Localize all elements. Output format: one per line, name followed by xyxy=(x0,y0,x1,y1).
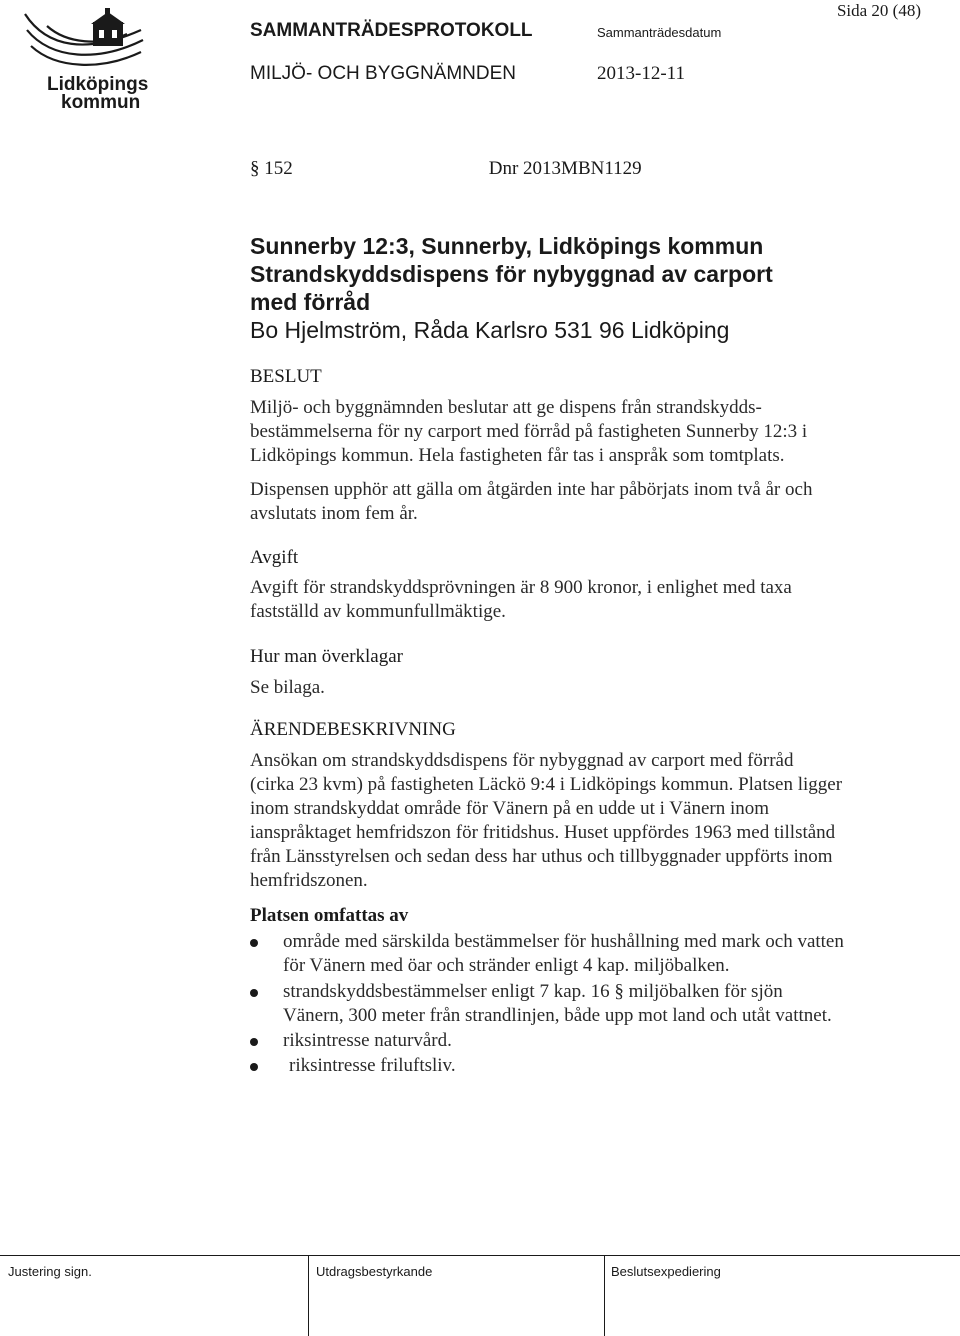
appeal-text: Se bilaga. xyxy=(250,677,325,698)
bullet-icon xyxy=(250,939,258,947)
fee-paragraph xyxy=(250,576,792,624)
section-symbol: § xyxy=(250,158,260,179)
text-line: Lidköpings kommun. Hela fastigheten får tas i anspråk som tomtplats. xyxy=(250,445,785,466)
text-line: Vänern, 300 meter från strandlinjen, både upp mot land och utåt vattnet. xyxy=(283,1005,832,1026)
text-line: ianspråktaget hemfridszon för fritidshus. Huset uppfördes 1963 med tillstånd xyxy=(250,822,836,843)
headline-line: med förråd xyxy=(250,289,371,315)
meeting-date-label: Sammanträdesdatum xyxy=(597,25,722,40)
committee-name: MILJÖ- OCH BYGGNÄMNDEN xyxy=(250,63,517,84)
text-line: bestämmelserna för ny carport med förråd på fastigheten Sunnerby 12:3 i xyxy=(250,421,808,442)
reference-number: Dnr 2013MBN1129 xyxy=(488,158,642,179)
list-item xyxy=(289,1054,456,1078)
list-item xyxy=(283,1029,452,1053)
text-line: Avgift för strandskyddsprövningen är 8 900 kronor, i enlighet med taxa xyxy=(250,577,792,598)
bullet-icon xyxy=(250,1063,258,1071)
text-line: Dispensen upphör att gälla om åtgärden inte har påbörjats inom två år och xyxy=(250,479,813,500)
footer-column-divider xyxy=(604,1255,605,1336)
text-line: fastställd av kommunfullmäktige. xyxy=(250,601,506,622)
footer-extract-certification: Utdragsbestyrkande xyxy=(316,1264,433,1279)
decision-validity-paragraph xyxy=(250,478,812,526)
text-line: riksintresse friluftsliv. xyxy=(289,1055,456,1076)
text-line: från Länsstyrelsen och sedan dess har uthus och tillbyggnader uppförts inom xyxy=(250,846,833,867)
applicant-address: Bo Hjelmström, Råda Karlsro 531 96 Lidköping xyxy=(250,317,730,343)
text-line: område med särskilda bestämmelser för hushållning med mark och vatten xyxy=(283,931,844,952)
text-line: Ansökan om strandskyddsdispens för nybyggnad av carport med förråd xyxy=(250,750,794,771)
case-description-paragraph xyxy=(250,749,842,893)
text-line: strandskyddsbestämmelser enligt 7 kap. 16 § miljöbalken för sjön xyxy=(283,981,783,1002)
logo-line-1: Lidköpings xyxy=(47,74,149,95)
text-line: (cirka 23 kvm) på fastigheten Läckö 9:4 i Lidköpings kommun. Platsen ligger xyxy=(250,774,843,795)
list-item xyxy=(283,930,844,978)
bullet-icon xyxy=(250,1038,258,1046)
text-line: för Vänern med öar och stränder enligt 4 kap. miljöbalken. xyxy=(283,955,730,976)
headline-line: Strandskyddsdispens för nybyggnad av carport xyxy=(250,261,773,287)
footer-decision-dispatch: Beslutsexpediering xyxy=(611,1264,721,1279)
section-number: 152 xyxy=(264,158,293,179)
text-line: riksintresse naturvård. xyxy=(283,1030,452,1051)
decision-paragraph xyxy=(250,396,807,468)
fee-heading: Avgift xyxy=(250,547,299,568)
text-line: hemfridszonen. xyxy=(250,870,368,891)
section-line xyxy=(250,158,642,180)
logo-line-2: kommun xyxy=(61,92,141,112)
case-headline xyxy=(250,232,773,316)
appeal-heading: Hur man överklagar xyxy=(250,646,403,667)
scope-heading: Platsen omfattas av xyxy=(250,905,409,926)
bullet-icon xyxy=(250,989,258,997)
text-line: Miljö- och byggnämnden beslutar att ge dispens från strandskydds- xyxy=(250,397,762,418)
protocol-title: SAMMANTRÄDESPROTOKOLL xyxy=(250,20,533,41)
decision-heading: BESLUT xyxy=(250,366,322,387)
page-number: Sida 20 (48) xyxy=(836,1,921,20)
footer-adjustment-signature: Justering sign. xyxy=(8,1264,92,1279)
municipality-logo xyxy=(17,8,157,112)
meeting-date: 2013-12-11 xyxy=(597,63,685,84)
text-line: inom strandskyddat område för Vänern på en udde ut i Vänern inom xyxy=(250,798,770,819)
footer-divider xyxy=(0,1255,960,1256)
case-description-heading: ÄRENDEBESKRIVNING xyxy=(250,719,456,740)
headline-line: Sunnerby 12:3, Sunnerby, Lidköpings kommun xyxy=(250,233,764,259)
text-line: avslutats inom fem år. xyxy=(250,503,418,524)
list-item xyxy=(283,980,832,1028)
footer-column-divider xyxy=(308,1255,309,1336)
